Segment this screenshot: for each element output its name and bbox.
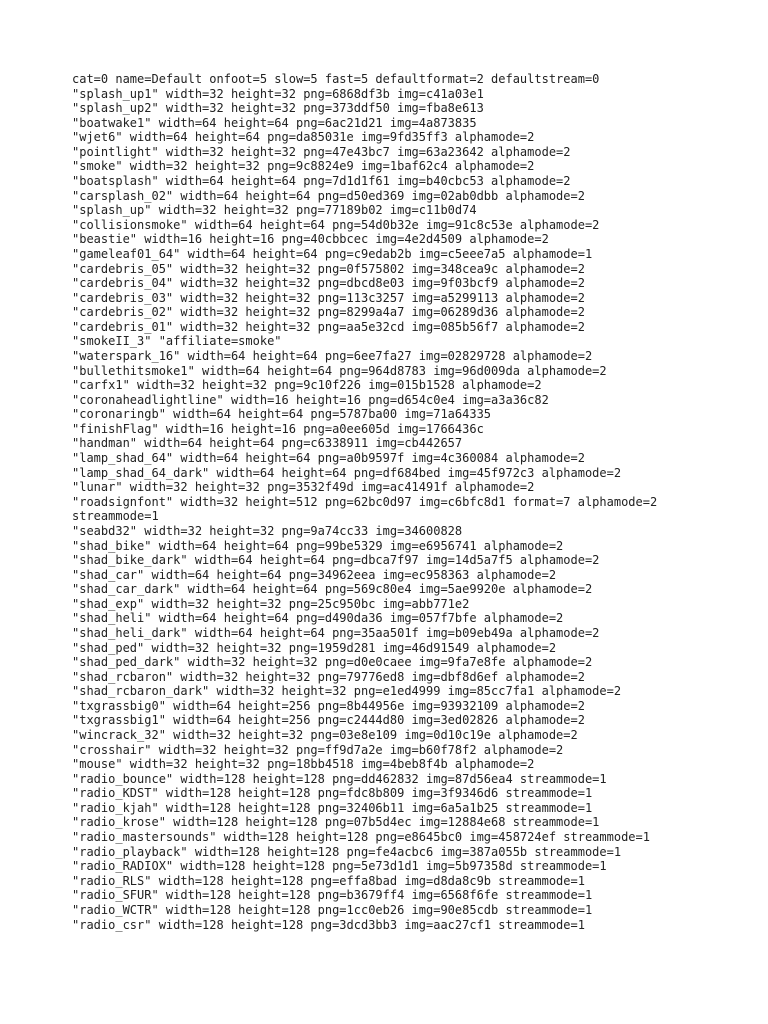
text-line: "handman" width=64 height=64 png=c6338911 img=cb442657 (72, 436, 463, 451)
text-line: streammode=1 (72, 509, 159, 524)
text-line: "splash_up1" width=32 height=32 png=6868df3b img=c41a03e1 (72, 86, 484, 101)
text-line: "radio_RADIOX" width=128 height=128 png=5e73d1d1 img=5b97358d streammode=1 (72, 859, 607, 874)
text-line: "beastie" width=16 height=16 png=40cbbcec img=4e2d4509 alphamode=2 (72, 232, 549, 247)
text-line: "shad_bike_dark" width=64 height=64 png=dbca7f97 img=14d5a7f5 alphamode=2 (72, 553, 600, 568)
text-line: "shad_ped_dark" width=32 height=32 png=d0e0caee img=9fa7e8fe alphamode=2 (72, 655, 593, 670)
text-line: "splash_up2" width=32 height=32 png=373ddf50 img=fba8e613 (72, 101, 484, 116)
text-line: "cardebris_02" width=32 height=32 png=8299a4a7 img=06289d36 alphamode=2 (72, 305, 585, 320)
text-line: "boatsplash" width=64 height=64 png=7d1d1f61 img=b40cbc53 alphamode=2 (72, 174, 571, 189)
text-line: "radio_bounce" width=128 height=128 png=dd462832 img=87d56ea4 streammode=1 (72, 771, 607, 786)
text-line: "shad_bike" width=64 height=64 png=99be5329 img=e6956741 alphamode=2 (72, 538, 564, 553)
text-line: "shad_exp" width=32 height=32 png=25c950bc img=abb771e2 (72, 596, 470, 611)
text-line: "shad_heli_dark" width=64 height=64 png=35aa501f img=b09eb49a alphamode=2 (72, 625, 600, 640)
text-line: "radio_kjah" width=128 height=128 png=32406b11 img=6a5a1b25 streammode=1 (72, 800, 593, 815)
text-line: "radio_krose" width=128 height=128 png=07b5d4ec img=12884e68 streammode=1 (72, 815, 600, 830)
text-line: "seabd32" width=32 height=32 png=9a74cc33 img=34600828 (72, 523, 463, 538)
text-line: "radio_csr" width=128 height=128 png=3dcd3bb3 img=aac27cf1 streammode=1 (72, 917, 585, 932)
text-line: "shad_rcbaron" width=32 height=32 png=79776ed8 img=dbf8d6ef alphamode=2 (72, 669, 585, 684)
text-line: "shad_ped" width=32 height=32 png=1959d281 img=46d91549 alphamode=2 (72, 640, 557, 655)
text-line: "coronaringb" width=64 height=64 png=5787ba00 img=71a64335 (72, 407, 492, 422)
text-line: "splash_up" width=32 height=32 png=77189b02 img=c11b0d74 (72, 203, 477, 218)
text-line: "wjet6" width=64 height=64 png=da85031e img=9fd35ff3 alphamode=2 (72, 130, 535, 145)
text-line: "carsplash_02" width=64 height=64 png=d50ed369 img=02ab0dbb alphamode=2 (72, 188, 585, 203)
text-line: "collisionsmoke" width=64 height=64 png=54d0b32e img=91c8c53e alphamode=2 (72, 217, 600, 232)
text-line: "radio_mastersounds" width=128 height=128 png=e8645bc0 img=458724ef streammode=1 (72, 830, 650, 845)
document-text (72, 72, 712, 932)
text-line: "shad_rcbaron_dark" width=32 height=32 png=e1ed4999 img=85cc7fa1 alphamode=2 (72, 684, 622, 699)
text-line: "cardebris_01" width=32 height=32 png=aa5e32cd img=085b56f7 alphamode=2 (72, 319, 585, 334)
text-line: "crosshair" width=32 height=32 png=ff9d7a2e img=b60f78f2 alphamode=2 (72, 742, 564, 757)
text-line: "txgrassbig0" width=64 height=256 png=8b44956e img=93932109 alphamode=2 (72, 698, 585, 713)
text-line: "shad_car_dark" width=64 height=64 png=569c80e4 img=5ae9920e alphamode=2 (72, 582, 593, 597)
text-line: "gameleaf01_64" width=64 height=64 png=c9edab2b img=c5eee7a5 alphamode=1 (72, 246, 593, 261)
text-line: "boatwake1" width=64 height=64 png=6ac21d21 img=4a873835 (72, 115, 477, 130)
text-line: "radio_RLS" width=128 height=128 png=effa8bad img=d8da8c9b streammode=1 (72, 873, 585, 888)
text-line: "finishFlag" width=16 height=16 png=a0ee605d img=1766436c (72, 421, 484, 436)
text-line: "radio_playback" width=128 height=128 png=fe4acbc6 img=387a055b streammode=1 (72, 844, 622, 859)
text-line: "lamp_shad_64_dark" width=64 height=64 png=df684bed img=45f972c3 alphamode=2 (72, 465, 622, 480)
text-line: "lunar" width=32 height=32 png=3532f49d img=ac41491f alphamode=2 (72, 480, 535, 495)
text-line: "smokeII_3" "affiliate=smoke" (72, 334, 282, 349)
text-line: "waterspark_16" width=64 height=64 png=6ee7fa27 img=02829728 alphamode=2 (72, 348, 593, 363)
text-line: "cardebris_04" width=32 height=32 png=dbcd8e03 img=9f03bcf9 alphamode=2 (72, 276, 585, 291)
text-line: "lamp_shad_64" width=64 height=64 png=a0b9597f img=4c360084 alphamode=2 (72, 451, 585, 466)
text-line: "shad_car" width=64 height=64 png=34962eea img=ec958363 alphamode=2 (72, 567, 557, 582)
text-line: "carfx1" width=32 height=32 png=9c10f226 img=015b1528 alphamode=2 (72, 378, 542, 393)
text-line: "radio_WCTR" width=128 height=128 png=1cc0eb26 img=90e85cdb streammode=1 (72, 902, 593, 917)
text-line: "radio_KDST" width=128 height=128 png=fdc8b809 img=3f9346d6 streammode=1 (72, 786, 593, 801)
text-line: "txgrassbig1" width=64 height=256 png=c2444d80 img=3ed02826 alphamode=2 (72, 713, 585, 728)
text-line: "radio_SFUR" width=128 height=128 png=b3679ff4 img=6568f6fe streammode=1 (72, 888, 593, 903)
text-line: "wincrack_32" width=32 height=32 png=03e8e109 img=0d10c19e alphamode=2 (72, 728, 578, 743)
text-line: "roadsignfont" width=32 height=512 png=62bc0d97 img=c6bfc8d1 format=7 alphamode=2 (72, 494, 658, 509)
text-line: "cardebris_05" width=32 height=32 png=0f575802 img=348cea9c alphamode=2 (72, 261, 585, 276)
text-line: "bullethitsmoke1" width=64 height=64 png=964d8783 img=96d009da alphamode=2 (72, 363, 607, 378)
text-line: "shad_heli" width=64 height=64 png=d490da36 img=057f7bfe alphamode=2 (72, 611, 564, 626)
text-line: "smoke" width=32 height=32 png=9c8824e9 img=1baf62c4 alphamode=2 (72, 159, 535, 174)
text-line: "mouse" width=32 height=32 png=18bb4518 img=4beb8f4b alphamode=2 (72, 757, 535, 772)
text-line: "coronaheadlightline" width=16 height=16 png=d654c0e4 img=a3a36c82 (72, 392, 549, 407)
text-line: "cardebris_03" width=32 height=32 png=113c3257 img=a5299113 alphamode=2 (72, 290, 585, 305)
text-line: "pointlight" width=32 height=32 png=47e43bc7 img=63a23642 alphamode=2 (72, 144, 571, 159)
text-line: cat=0 name=Default onfoot=5 slow=5 fast=5 defaultformat=2 defaultstream=0 (72, 72, 600, 86)
